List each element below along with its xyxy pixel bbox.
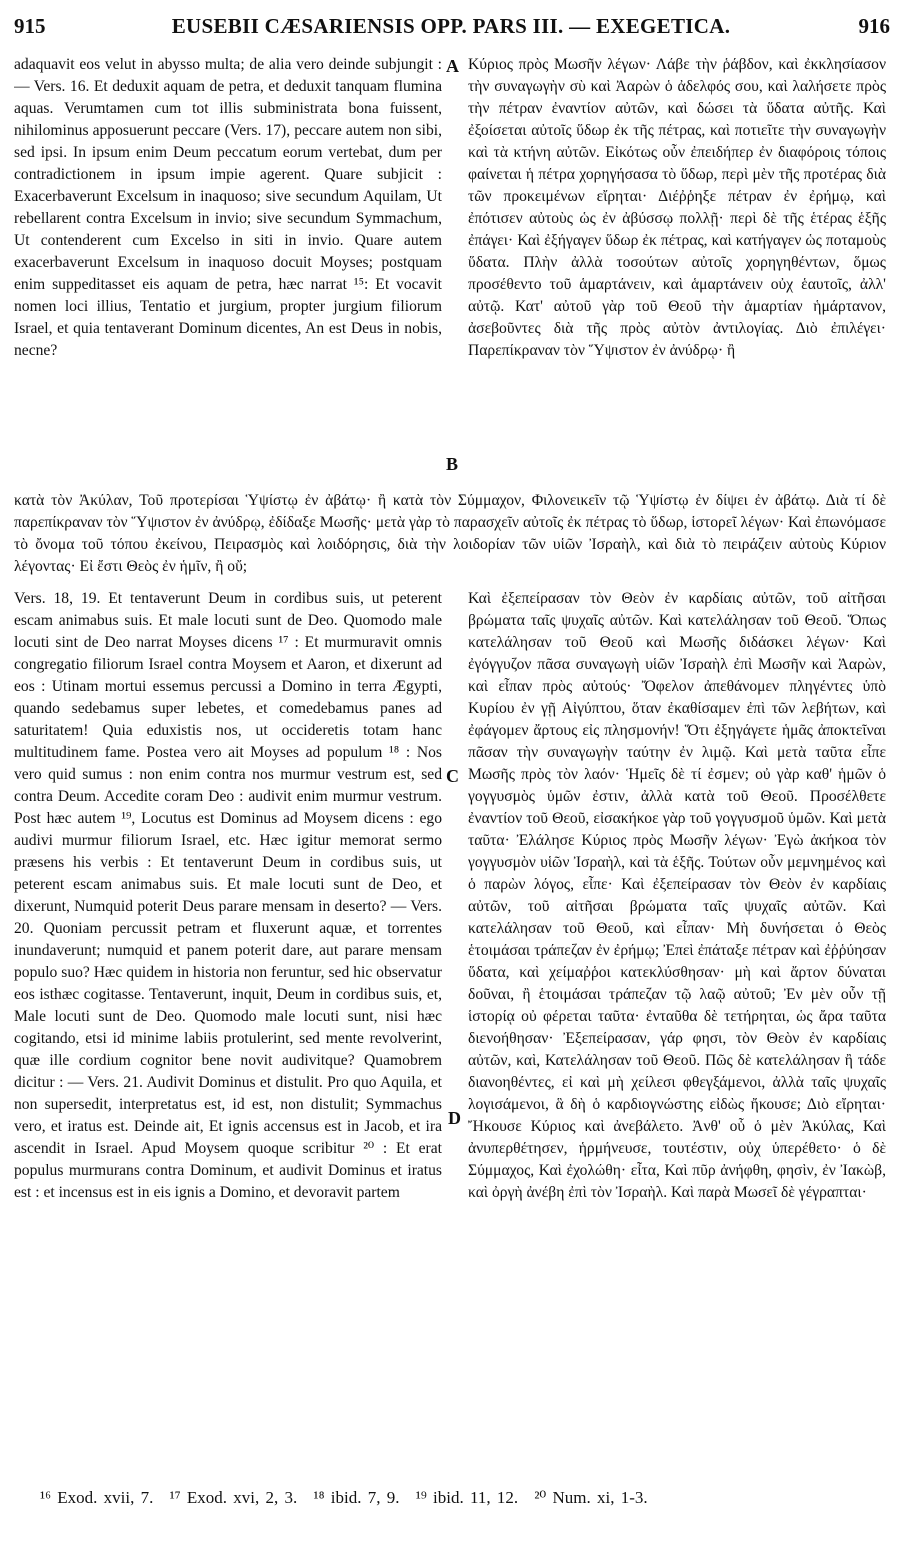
greek-full-width-block (14, 490, 886, 580)
greek-column-top (468, 54, 886, 489)
running-header (0, 14, 902, 46)
running-title: EUSEBII CÆSARIENSIS OPP. PARS III. — EXEGETICA. (171, 14, 731, 38)
latin-paragraph-2: Vers. 18, 19. Et tentaverunt Deum in cordibus suis, ut peterent escam animabus suis. Et male locuti sunt de Deo. Quomodo male locuti sint de Deo narrat Moyses dicens ¹⁷ : Et murmuravit omnis congregatio filiorum Israel contra Moysem et Aaron, et dixerunt ad eos : Utinam mortui essemus percussi a Domino in terra Ægypti, quando sedebamus super lebetes, et comedebamus panes ad saturitatem! Quia eduxistis nos, ut occideretis totam hanc multitudinem fame. Postea vero ait Moyses ad populum ¹⁸ : Nos vero quid sumus : non enim contra nos murmur vestrum est, sed contra Deum. Accedite coram Deo : audivit enim murmur vestrum. Post hæc autem ¹⁹, Locutus est Dominus ad Moysem dicens : ego audivi murmur filiorum Israel, etc. Hæc igitur memorat sermo præsens his verbis : Et tentaverunt Deum in cordibus suis, ut peterent escam animabus suis. Et male locuti sunt de Deo, et dixerunt, Numquid poterit Deus parare mensam in deserto? — Vers. 20. Quoniam percussit petram et fluxerunt aquæ, et torrentes inundaverunt; numquid et panem poterit dare, aut parare mensam populo suo? Hæc quidem in historia non feruntur, sed hic observatur eos isthæc cogitasse. Tentaverunt, inquit, Deum in cordibus suis, et, Male locuti sunt de Deo. Quomodo male locuti sunt, nisi hæc cogitando, etsi id minime labiis protulerint, sed mente revolverint, quæ ille cordium cognitor bene novit audivitque? Quamobrem dicitur : — Vers. 21. Audivit Dominus et distulit. Pro quo Aquila, et non supersedit, interpretatus est, id est, non distulit; Symmachus vero, et iratus est. Deinde ait, Et ignis accensus est in Jacob, et ira ascendit in Israel. Apud Moysem quoque scribitur ²⁰ : Et erat populus murmurans contra Dominum, et audivit Dominus et iratus est : et incensus est in eis ignis a Domino, et devoravit partem (14, 590, 442, 1201)
latin-column-main (14, 588, 442, 1468)
footnote: ¹⁶ Exod. xvii, 7. (40, 1488, 154, 1507)
greek-paragraph-2: κατὰ τὸν Ἀκύλαν, Τοῦ προτερίσαι Ὑψίστῳ ἐν ἀβάτῳ· ἢ κατὰ τὸν Σύμμαχον, Φιλονεικεῖν τῷ Ὑψίστῳ ἐν δίψει ἐν ἀβάτῳ. Διὰ τί δὲ παρεπίκραναν τὸν Ὕψιστον ἐν ἀνύδρῳ, ἐδίδαξε Μωσῆς· μετὰ γὰρ τὸ παρασχεῖν αὐτοῖς ἐκ πέτρας τὸ ὕδωρ, ἱστορεῖ λέγων· Καὶ ἐπωνόμασε τὸ ὄνομα τοῦ τόπου ἐκείνου, Πειρασμὸς καὶ λοιδόρησις, διὰ τὴν λοιδορίαν τῶν υἱῶν Ἰσραὴλ, καὶ διὰ τὸ πειράζειν αὐτοὺς Κύριον λέγοντας· Εἰ ἔστι Θεὸς ἐν ἡμῖν, ἢ οὔ; (14, 492, 886, 575)
margin-mark-b: B (446, 454, 459, 474)
latin-column-top (14, 54, 442, 489)
footnote: ¹⁷ Exod. xvi, 2, 3. (169, 1488, 298, 1507)
footnotes (40, 1488, 882, 1508)
latin-paragraph-1: adaquavit eos velut in abysso multa; de alia vero deinde subjungit : — Vers. 16. Et deduxit aquam de petra, et deduxit tanquam flumina aquas. Verumtamen cum tot illis subministrata bona fuissent, nihilominus apposuerunt peccare (Vers. 17), peccare autem non sibi, sed ipsi. In ipsum enim Deum peccatum eorum vertebat, dum per contradictionem in ipsum impie agerent. Quare subjicit : Exacerbaverunt Excelsum in inaquoso; sive secundum Aquilam, Ut rebellarent contra Excelsum in invio; sive secundum Symmachum, Ut contenderent cum Excelso in siti in invio. Quare autem exacerbaverunt Excelsum in inaquoso docuit Moyses; postquam enim suppeditasset eis aquam de petra, hæc narrat ¹⁵: Et vocavit nomen loci illius, Tentatio et jurgium, propter jurgium filiorum Israel, et quia tentaverant Dominum dicentes, An est Deus in nobis, necne? (14, 56, 442, 359)
greek-paragraph-3: Καὶ ἐξεπείρασαν τὸν Θεὸν ἐν καρδίαις αὐτῶν, τοῦ αἰτῆσαι βρώματα ταῖς ψυχαῖς αὐτῶν. Καὶ κατελάλησαν τοῦ Θεοῦ. Ὅπως κατελάλησαν τοῦ Θεοῦ καὶ Μωσῆς διδάσκει λέγων· Καὶ ἐγόγγυζον πᾶσα συναγωγὴ υἱῶν Ἰσραὴλ ἐπὶ Μωσῆν καὶ Ἀαρὼν, καὶ εἶπαν πρὸς αὐτούς· Ὄφελον ἀπεθάνομεν πληγέντες ὑπὸ Κυρίου ἐν γῇ Αἰγύπτου, ὅταν ἐκαθίσαμεν ἐπὶ τῶν λεβήτων, καὶ ἐφάγομεν ἄρτους εἰς πλησμονήν! Ὅτι ἐξηγάγετε ἡμᾶς ἀποκτεῖναι πᾶσαν τὴν συναγωγὴν ταύτην ἐν λιμῷ. Καὶ μετὰ ταῦτα εἶπε Μωσῆς πρὸς τὸν λαόν· Ἡμεῖς δὲ τί ἐσμεν; οὐ γὰρ καθ' ἡμῶν ὁ γογγυσμὸς ὑμῶν ἐστιν, ἀλλὰ κατὰ τοῦ Θεοῦ. Προσέλθετε ἐναντίον τοῦ Θεοῦ, εἰσακήκοε γὰρ τοῦ γογγυσμοῦ ὑμῶν. Καὶ μετὰ ταῦτα· Ἐλάλησε Κύριος πρὸς Μωσῆν λέγων· Ἐγὼ ἀκήκοα τὸν γογγυσμὸν υἱῶν Ἰσραὴλ, καὶ τὰ ἑξῆς. Τούτων οὖν μεμνημένος καὶ ὁ παρὼν λόγος, εἶπε· Καὶ ἐξεπείρασαν τὸν Θεὸν ἐν καρδίαις αὐτῶν, τοῦ αἰτῆσαι βρώματα ταῖς ψυχαῖς αὐτῶν. Καὶ κατελάλησαν τοῦ Θεοῦ, καὶ εἶπαν· Μὴ δυνήσεται ὁ Θεὸς ἑτοιμάσαι τράπεζαν ἐν ἐρήμῳ; Ἐπεὶ ἐπάταξε πέτραν καὶ ἐῤῥύησαν ὕδατα, καὶ χείμαῤῥοι κατεκλύσθησαν· μὴ καὶ ἄρτον δύναται δοῦναι, ἢ ἑτοιμάσαι τράπεζαν τῷ λαῷ αὐτοῦ; Ἐν μὲν οὖν τῇ ἱστορίᾳ οὐ φέρεται ταῦτα· ἐνταῦθα δὲ τετήρηται, ὡς ἄρα ταῦτα διενοήθησαν· Ἐξεπείρασαν, γάρ φησι, τὸν Θεὸν ἐν καρδίαις αὐτῶν, καὶ, Κατελάλησαν τοῦ Θεοῦ. Πῶς δὲ κατελάλησαν ἢ τάδε διανοηθέντες, εἰ καὶ μὴ χείλεσι φθεγξάμενοι, ἀλλὰ ταῖς ψυχαῖς λογισάμενοι, ἃ δὴ ὁ καρδιογνώστης εἰδὼς ἤκουσε; Διὸ εἴρηται· Ἤκουσε Κύριος καὶ ἀνεβάλετο. Ἀνθ' οὗ ὁ μὲν Ἀκύλας, Καὶ ἀνυπερθέτησεν, ἡρμήνευσε, τουτέστιν, οὐχ ὑπερέθετο· ὁ δὲ Σύμμαχος, Καὶ ἐχολώθη· εἶτα, Καὶ πῦρ ἀνήφθη, φησὶν, ἐν Ἰακὼβ, καὶ ὀργὴ ἀνέβη ἐπὶ τὸν Ἰσραὴλ. Καὶ παρὰ Μωσεῖ δὲ γέγραπται· (468, 590, 886, 1201)
margin-mark-a: A (446, 56, 459, 76)
left-page-number: 915 (14, 14, 46, 38)
footnote: ²⁰ Num. xi, 1-3. (534, 1488, 648, 1507)
margin-mark-d: D (448, 1108, 461, 1128)
greek-paragraph-1: Κύριος πρὸς Μωσῆν λέγων· Λάβε τὴν ῥάβδον, καὶ ἐκκλησίασον τὴν συναγωγὴν σὺ καὶ Ἀαρὼν ὁ ἀδελφός σου, καὶ λαλήσετε πρὸς τὴν πέτραν ἐναντίον αὐτῶν, καὶ δώσει τὰ ὕδατα αὐτῆς. Καὶ ἐξοίσεται αὐτοῖς ὕδωρ ἐκ τῆς πέτρας, καὶ ποτιεῖτε τὴν συναγωγὴν καὶ τὰ κτήνη αὐτῶν. Εἰκότως οὖν ἐπειδήπερ ἐν διαφόροις τόποις φαίνεται ἡ πέτρα χορηγήσασα τὸ ὕδωρ, περὶ μὲν τῆς προτέρας διὰ τῶν προκειμένων εἴρηται· Διέῤῥηξε πέτραν ἐν ἐρήμῳ, καὶ ἐπότισεν αὐτοὺς ὡς ἐν ἀβύσσῳ πολλῇ· περὶ δὲ τῆς ἑτέρας ἑξῆς ἐπάγει· Καὶ ἐξήγαγεν ὕδωρ ἐκ πέτρας, καὶ κατήγαγεν ὡς ποταμοὺς ὕδατα. Πλὴν ἀλλὰ τοσούτων αὐτοῖς χορηγηθέντων, ὅμως προσέθεντο τοῦ ἁμαρτάνειν, καὶ ἁμαρτάνειν οὐχ ἑαυτοῖς, ἀλλ' αὐτῷ. Κατ' αὐτοῦ γὰρ τοῦ Θεοῦ τὴν ἁμαρτίαν ἡμάρτανον, ἀσεβοῦντες διὰ τῆς πρὸς αὐτὸν ἀντιλογίας. Διὸ ἐπιλέγει· Παρεπίκραναν τὸν Ὕψιστον ἐν ἀνύδρῳ· ἢ (468, 56, 886, 359)
right-page-number: 916 (858, 14, 890, 38)
footnote: ¹⁸ ibid. 7, 9. (313, 1488, 400, 1507)
greek-column-main (468, 588, 886, 1468)
margin-mark-c: C (446, 766, 459, 786)
footnote: ¹⁹ ibid. 11, 12. (415, 1488, 519, 1507)
